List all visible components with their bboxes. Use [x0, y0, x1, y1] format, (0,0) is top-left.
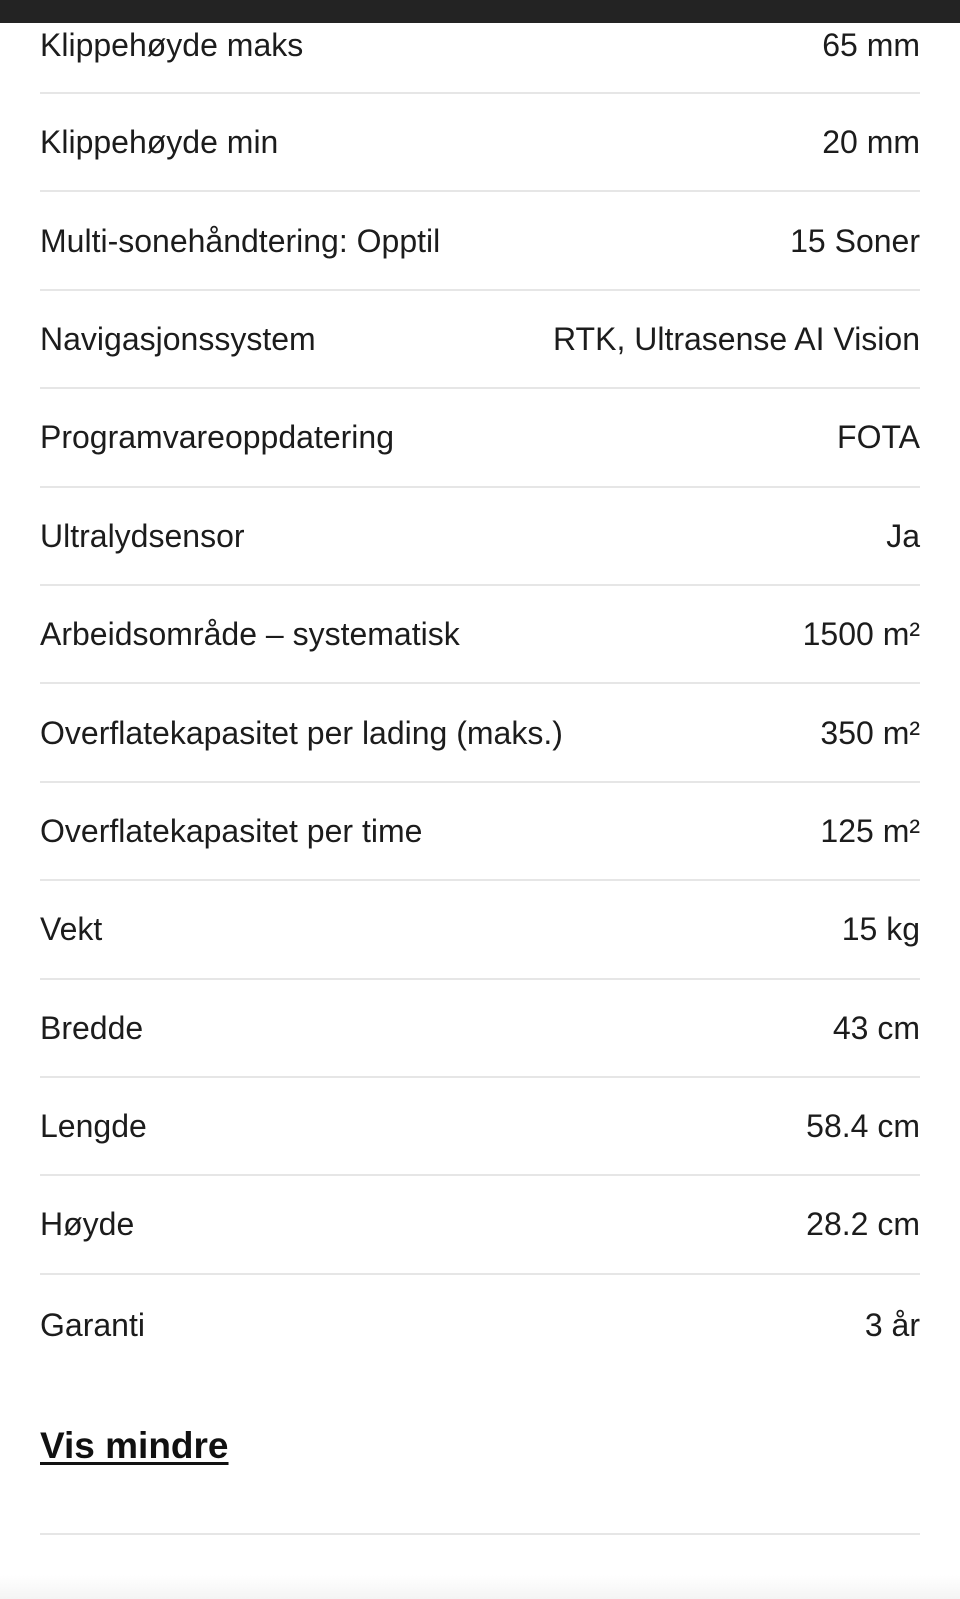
- spec-label: Lengde: [40, 1108, 147, 1145]
- spec-value: 350 m²: [820, 714, 920, 751]
- spec-row-length: [40, 1078, 920, 1176]
- spec-row-multi-zone: [40, 192, 920, 290]
- spec-row-software-update: [40, 389, 920, 487]
- spec-row-capacity-per-hour: [40, 783, 920, 881]
- spec-value: 65 mm: [822, 27, 920, 63]
- spec-value: FOTA: [837, 419, 920, 456]
- spec-row-capacity-per-charge: [40, 684, 920, 782]
- spec-label: Klippehøyde maks: [40, 27, 304, 63]
- spec-row-cut-height-max: [40, 0, 920, 94]
- spec-row-height: [40, 1176, 920, 1274]
- spec-label: Arbeidsområde – systematisk: [40, 616, 460, 653]
- spec-label: Ultralydsensor: [40, 517, 245, 554]
- spec-row-ultrasonic-sensor: [40, 488, 920, 586]
- spec-label: Høyde: [40, 1206, 135, 1243]
- spec-label: Vekt: [40, 911, 103, 948]
- spec-row-cut-height-min: [40, 94, 920, 192]
- spec-value: Ja: [886, 517, 920, 554]
- spec-value: 58.4 cm: [806, 1108, 920, 1145]
- spec-label: Overflatekapasitet per time: [40, 812, 423, 849]
- spec-label: Overflatekapasitet per lading (maks.): [40, 714, 563, 751]
- spec-value: 125 m²: [820, 812, 920, 849]
- show-less-link[interactable]: Vis mindre: [40, 1425, 229, 1466]
- spec-label: Bredde: [40, 1009, 144, 1046]
- spec-value: 28.2 cm: [806, 1206, 920, 1243]
- spec-label: Garanti: [40, 1306, 145, 1343]
- spec-label: Multi-sonehåndtering: Opptil: [40, 222, 441, 259]
- spec-row-warranty: [40, 1275, 920, 1385]
- spec-value: 15 kg: [841, 911, 920, 948]
- spec-value: 20 mm: [822, 124, 920, 161]
- spec-value: 43 cm: [832, 1009, 920, 1046]
- spec-label: Programvareoppdatering: [40, 419, 394, 456]
- spec-value: 3 år: [864, 1306, 920, 1343]
- spec-table: [40, 0, 920, 1385]
- spec-value: 1500 m²: [802, 616, 920, 653]
- spec-label: Navigasjonssystem: [40, 320, 316, 357]
- spec-value: 15 Soner: [790, 222, 920, 259]
- next-section-edge: [0, 1575, 960, 1599]
- spec-row-work-area: [40, 586, 920, 684]
- spec-row-width: [40, 980, 920, 1078]
- spec-row-weight: [40, 881, 920, 979]
- spec-label: Klippehøyde min: [40, 124, 279, 161]
- spec-row-navigation: [40, 291, 920, 389]
- spec-value: RTK, Ultrasense AI Vision: [553, 320, 920, 357]
- section-divider: [40, 1533, 920, 1535]
